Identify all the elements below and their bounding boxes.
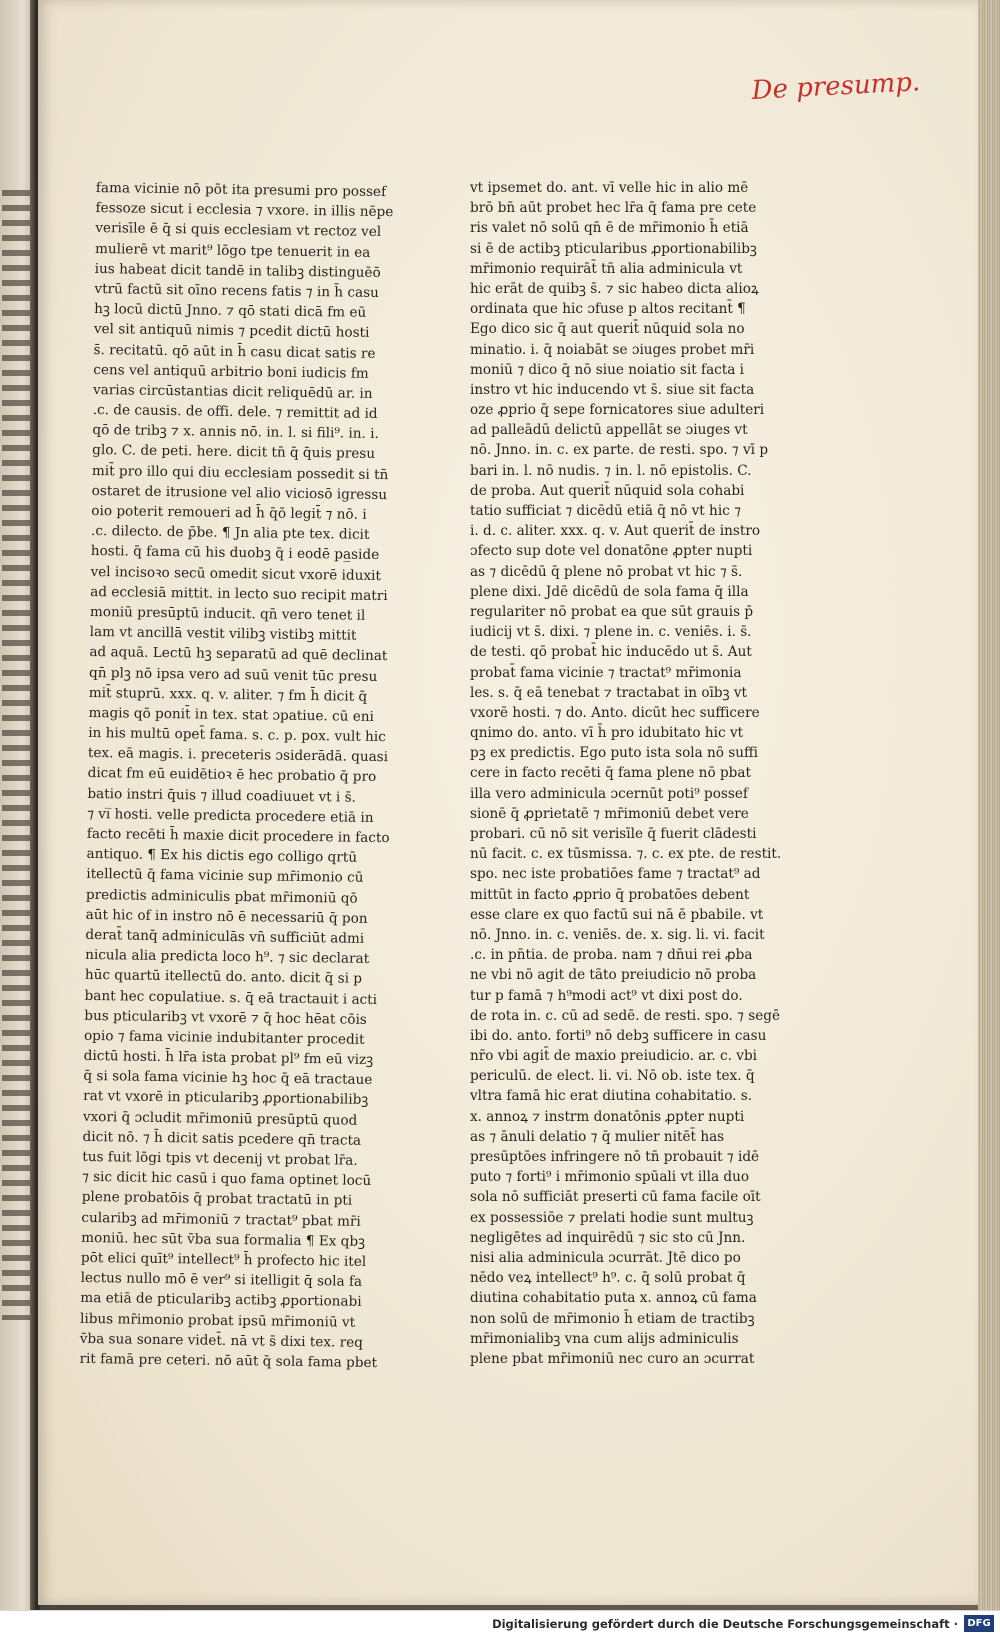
text-line: vxorē hosti. ⁊ do. Anto. dicūt hec sufficere (470, 704, 760, 721)
text-line: hꝫ locū dictū Jnno. ⁊ qō stati dicā fm eū (94, 301, 367, 321)
text-line: puto ⁊ forti⁹ i mr̄imonio spūali vt illa duo (470, 1169, 750, 1186)
text-line: nr̄o vbi agit̄ de maxio preiudicio. ar. c. vbi (470, 1048, 758, 1065)
text-line: instro vt hic inducendo vt s̄. siue sit facta (470, 381, 755, 398)
text-line: ibi do. anto. forti⁹ nō debꝫ sufficere in casu (470, 1027, 767, 1044)
text-line: .c. dilecto. de p̄be. ¶ Jn alia pte tex. dicit (90, 523, 370, 544)
text-line: glo. C. de peti. here. dicit tn̄ q̄ q̄uis presu (92, 442, 376, 463)
text-line: antiquo. ¶ Ex his dictis ego colligo qrtū (86, 846, 358, 866)
text-line: rit famā pre ceteri. nō aūt q̄ sola fama pbet (79, 1350, 378, 1371)
text-line: opio ⁊ fama vicinie indubitanter procedit (83, 1027, 365, 1048)
text-line: in his multū opet̄ fama. s. c. p. pox. vult hic (88, 725, 386, 746)
text-line: hosti. q̄ fama cū his duobꝫ q̄ i eodē pa̲side (90, 543, 380, 564)
text-line: tur p famā ⁊ h⁹modi act⁹ vt dixi post do. (470, 987, 743, 1004)
text-line: probat̄ fama vicinie ⁊ tractat⁹ mr̄imonia (470, 664, 742, 681)
text-line: illa vero adminicula ɔcernūt poti⁹ possef (470, 785, 748, 802)
text-line: bant hec copulatiue. s. q̄ eā tractauit i acti (84, 987, 378, 1008)
text-line: de rota in. c. cū ad sedē. de resti. spo. ⁊ segē (470, 1007, 781, 1024)
text-line: varias circūstantias dicit reliquēdū ar. in (92, 381, 373, 402)
text-line: plene dixi. Jdē dicēdū de sola fama q̄ illa (470, 583, 749, 600)
text-line: qn̄ plꝫ nō ipsa vero ad suū venit tūc presu (88, 664, 378, 685)
text-line: s̄. recitatū. qō aūt in h̄ casu dicat satis re (93, 341, 376, 362)
footer-bar (0, 1610, 1000, 1637)
text-line: hūc quartū itellectū do. anto. dicit q̄ si p (84, 967, 363, 988)
text-line: ɔfecto sup dote vel donatōne ꝓpter nupti (470, 543, 753, 560)
text-line: regulariter nō probat ea que sūt grauis p̄ (470, 603, 754, 620)
text-line: bari in. l. nō nudis. ⁊ in. l. nō epistolis. C. (470, 462, 752, 479)
text-line: ius habeat dicit tandē in talibꝫ distinguēō (94, 260, 381, 281)
text-line: nēdo veꝝ intellect⁹ h⁹. c. q̄ solū probat q̄ (470, 1270, 746, 1287)
text-line: fama vicinie nō pōt ita presumi pro possef (95, 179, 387, 201)
text-line: ad palleādū delictū appellāt se ɔiuges vt (470, 422, 748, 439)
running-heading: De presump. (750, 67, 921, 106)
text-line: nō. Jnno. in. c. veniēs. de. x. sig. li. vi. facit (470, 926, 765, 943)
text-line: vltra famā hic erat diutina cohabitatio. s. (470, 1088, 753, 1105)
text-line: v̄ba sua sonare videt̄. nā vt s̄ dixi tex. req (79, 1330, 364, 1351)
text-line: dictū hosti. h̄ lr̄a ista probat pl⁹ fm eū vizꝫ (83, 1047, 374, 1069)
text-line: lam vt ancillā vestit vilibꝫ vistibꝫ mittit (89, 624, 357, 644)
text-line: predictis adminiculis pbat mr̄imoniū qō (85, 886, 358, 907)
text-line: plene probatōis q̄ probat tractatū in pti (81, 1189, 353, 1210)
book-fore-edge (978, 0, 1000, 1610)
text-line: ⁊ sic dicit hic casū i quo fama optinet locū (81, 1169, 372, 1190)
text-line: ordinata que hic ɔfuse p altos recitant̄ ¶ (470, 301, 746, 318)
text-line: ex possessiōe ⁊ prelati hodie sunt multuꝫ (470, 1209, 754, 1226)
text-line: ⁊ vi̅ hosti. velle predicta procedere etiā in (87, 805, 374, 826)
text-line: ma etiā de pticularibꝫ actibꝫ ꝓportionabi (80, 1290, 362, 1311)
text-line: moniū presūptū inducit. qn̄ vero tenet il (89, 603, 366, 624)
text-line: brō bn̄ aūt probet hec lr̄a q̄ fama pre cete (470, 200, 757, 217)
text-column-left (79, 178, 394, 1373)
text-line: moniū. hec sūt v̄ba sua formalia ¶ Ex qbꝫ (81, 1229, 366, 1250)
text-line: moniū ⁊ dico q̄ nō siue noiatio sit facta i (470, 361, 745, 378)
funding-credit: Digitalisierung gefördert durch die Deutsche Forschungsgemeinschaft · (492, 1617, 958, 1631)
text-line: vxori q̄ ɔcludit mr̄imoniū presūptū quod (82, 1108, 358, 1129)
text-line: les. s. q̄ eā tenebat ⁊ tractabat in oībꝫ vt (470, 684, 748, 701)
text-line: derat̄ tanq̄ adminiculās vn̄ sufficiūt admi (85, 926, 365, 947)
text-line: nū facit. c. ex tūsmissa. ⁊. c. ex pte. de restit. (470, 846, 782, 863)
text-line: minatio. i. q̄ noiabāt se ɔiuges probet mr̄i (470, 341, 755, 358)
text-line: oze ꝓprio q̄ sepe fornicatores siue adulteri (470, 402, 765, 419)
text-line: negligētes ad inquirēdū ⁊ sic sto cū Jnn. (470, 1229, 746, 1246)
text-line: bus pticularibꝫ vt vxorē ⁊ q̄ hoc hēat cōis (84, 1007, 367, 1028)
text-line: nisi alia adminicula ɔcurrāt. Jtē dico po (470, 1249, 741, 1266)
text-line: aūt hic of in instro nō ē necessariū q̄ pon (85, 906, 368, 927)
text-line: lectus nullo mō ē ver⁹ si itelligit q̄ sola fa (80, 1270, 363, 1290)
text-line: itellectū q̄ fama vicinie sup mr̄imonio cū (86, 866, 364, 887)
text-line: qō de tribꝫ ⁊ x. annis nō. in. l. si fili⁹. in. i. (92, 422, 380, 443)
text-line: periculū. de elect. li. vi. Nō ob. iste tex. q̄ (470, 1068, 755, 1085)
text-line: fessoze sicut i ecclesia ⁊ vxore. in illis nēpe (95, 200, 394, 221)
text-line: mit̄ pro illo qui diu ecclesiam possedit si tn̄ (91, 462, 389, 483)
text-line: rat vt vxorē in pticularibꝫ ꝓportionabilibꝫ (83, 1088, 369, 1109)
text-line: ad ecclesiā mittit. in lecto suo recipit matri (90, 583, 388, 604)
text-line: x. annoꝝ ⁊ instrm donatōnis ꝓpter nupti (470, 1108, 745, 1125)
text-line: mit̄ stuprū. xxx. q. v. aliter. ⁊ fm h̄ dicit q̄ (88, 684, 368, 705)
text-line: tex. eā magis. i. preceteris ɔsiderādā. quasi (87, 745, 389, 766)
text-line: ris valet nō solū qn̄ ē de mr̄imonio h̄ etiā (470, 220, 749, 237)
text-line: vel sit antiquū nimis ⁊ pcedit dictū hosti (93, 321, 370, 342)
text-line: cere in facto recēti q̄ fama plene nō pbat (470, 765, 751, 782)
text-line: sionē q̄ ꝓprietatē ⁊ mr̄imoniū debet vere (470, 805, 749, 822)
text-line: nō. Jnno. in. c. ex parte. de resti. spo. ⁊ vī p (470, 442, 769, 459)
text-line: q̄ si sola fama vicinie hꝫ hoc q̄ eā tractaue (83, 1068, 373, 1089)
text-line: magis qō ponit̄ in tex. stat ɔpatiue. cū eni (88, 704, 375, 725)
text-line: mittūt in facto ꝓprio q̄ probatōes debent (470, 886, 750, 903)
text-line: i. d. c. aliter. xxx. q. v. Aut querit̄ de instro (470, 523, 761, 540)
text-line: diutina cohabitatio puta x. annoꝝ cū fama (470, 1290, 757, 1307)
text-line: probari. cū nō sit verisīle q̄ fuerit clādesti (470, 826, 757, 842)
text-line: ne vbi nō agit de tāto preiudicio nō proba (470, 967, 757, 984)
text-line: tatio sufficiat ⁊ dicēdū etiā q̄ nō vt hic ⁊ (470, 503, 741, 519)
text-line: non solū de mr̄imonio h̄ etiam de tractibꝫ (470, 1310, 755, 1327)
text-line: batio instri q̄uis ⁊ illud coadiuuet vt i s̄. (87, 785, 357, 806)
text-line: hic erāt de quibꝫ s̄. ⁊ sic habeo dicta alioꝝ (470, 280, 759, 297)
text-line: cens vel antiquū arbitrio boni iudicis fm (93, 361, 369, 382)
text-line: iudicij vt s̄. dixi. ⁊ plene in. c. veniēs. i. s̄. (470, 624, 752, 641)
dfg-logo: DFG (964, 1615, 994, 1632)
text-line: esse clare ex quo factū sui nā ē pbabile. vt (470, 906, 764, 923)
text-column-right (470, 178, 782, 1369)
text-line: .c. de causis. de offi. dele. ⁊ remittit ad id (92, 402, 378, 423)
text-line: as ⁊ ānuli delatio ⁊ q̄ mulier nitēt̄ has (470, 1128, 725, 1145)
text-line: pōt elici quīt⁹ intellect⁹ h̄ profecto hic itel (80, 1249, 367, 1270)
text-line: nicula alia predicta loco h⁹. ⁊ sic declarat (85, 947, 370, 968)
text-line: ad aquā. Lectū hꝫ separatū ad quē declinat (89, 644, 388, 665)
text-line: cularibꝫ ad mr̄imoniū ⁊ tractat⁹ pbat mr̄i (81, 1209, 361, 1230)
text-line: oio poterit remoueri ad h̄ q̄ō legit̄ ⁊ nō. i (91, 502, 367, 523)
text-line: sola nō sufficiāt preserti cū fama facile oīt (470, 1189, 761, 1206)
text-line: vtrū factū sit oīno recens fatis ⁊ in h̄ casu (94, 280, 379, 301)
text-line: plene pbat mr̄imoniū nec curo an ɔcurrat (470, 1350, 755, 1367)
text-line: .c. in pn̄tia. de proba. nam ⁊ dn̄ui rei ꝓba (470, 947, 753, 964)
text-line: mr̄imonialibꝫ vna cum alijs adminiculis (470, 1330, 739, 1347)
text-line: vt ipsemet do. ant. vī velle hic in alio mē (470, 180, 749, 196)
text-line: tus fuit lōgi tpis vt decenij vt probat lr̄a. (82, 1148, 358, 1169)
text-line: qnimo do. anto. vī h̄ pro idubitato hic vt (470, 725, 744, 742)
text-line: dicat fm eū euidētioꝛ ē hec probatio q̄ pro (87, 765, 377, 786)
text-line: mr̄imonio requirāt̄ tn̄ alia adminicula vt (470, 260, 743, 277)
text-line: libus mr̄imonio probat ipsū mr̄imoniū vt (79, 1310, 356, 1331)
text-line: Ego dico sic q̄ aut querit̄ nūquid sola no (470, 321, 745, 338)
text-line: ostaret de itrusione vel alio viciosō igressu (91, 482, 388, 503)
text-line: vel incisoꝛo secū omedit sicut vxorē iduxit (90, 563, 381, 584)
text-line: spo. nec iste probatiōes fame ⁊ tractat⁹ ad (470, 866, 761, 883)
text-line: de testi. qō probat̄ hic inducēdo ut s̄. Aut (470, 644, 752, 661)
text-line: de proba. Aut querit̄ nūquid sola cohabi (470, 482, 745, 499)
text-line: as ⁊ dicēdū q̄ plene nō probat vt hic ⁊ s̄. (470, 563, 743, 580)
text-line: presūptōes infringere nō tn̄ probauit ⁊ idē (470, 1149, 760, 1165)
text-line: dicit nō. ⁊ h̄ dicit satis pcedere qn̄ tracta (82, 1128, 362, 1149)
text-line: facto recēti h̄ maxie dicit procedere in facto (86, 825, 390, 847)
text-line: mulierē vt marit⁹ lōgo tpe tenuerit in ea (94, 240, 371, 261)
text-line: pꝫ ex predictis. Ego puto ista sola nō suffi (470, 745, 759, 762)
text-line: verisīle ē q̄ si quis ecclesiam vt rectoz vel (95, 220, 382, 241)
text-line: si ē de actibꝫ pticularibus ꝓportionabilibꝫ (470, 240, 757, 257)
